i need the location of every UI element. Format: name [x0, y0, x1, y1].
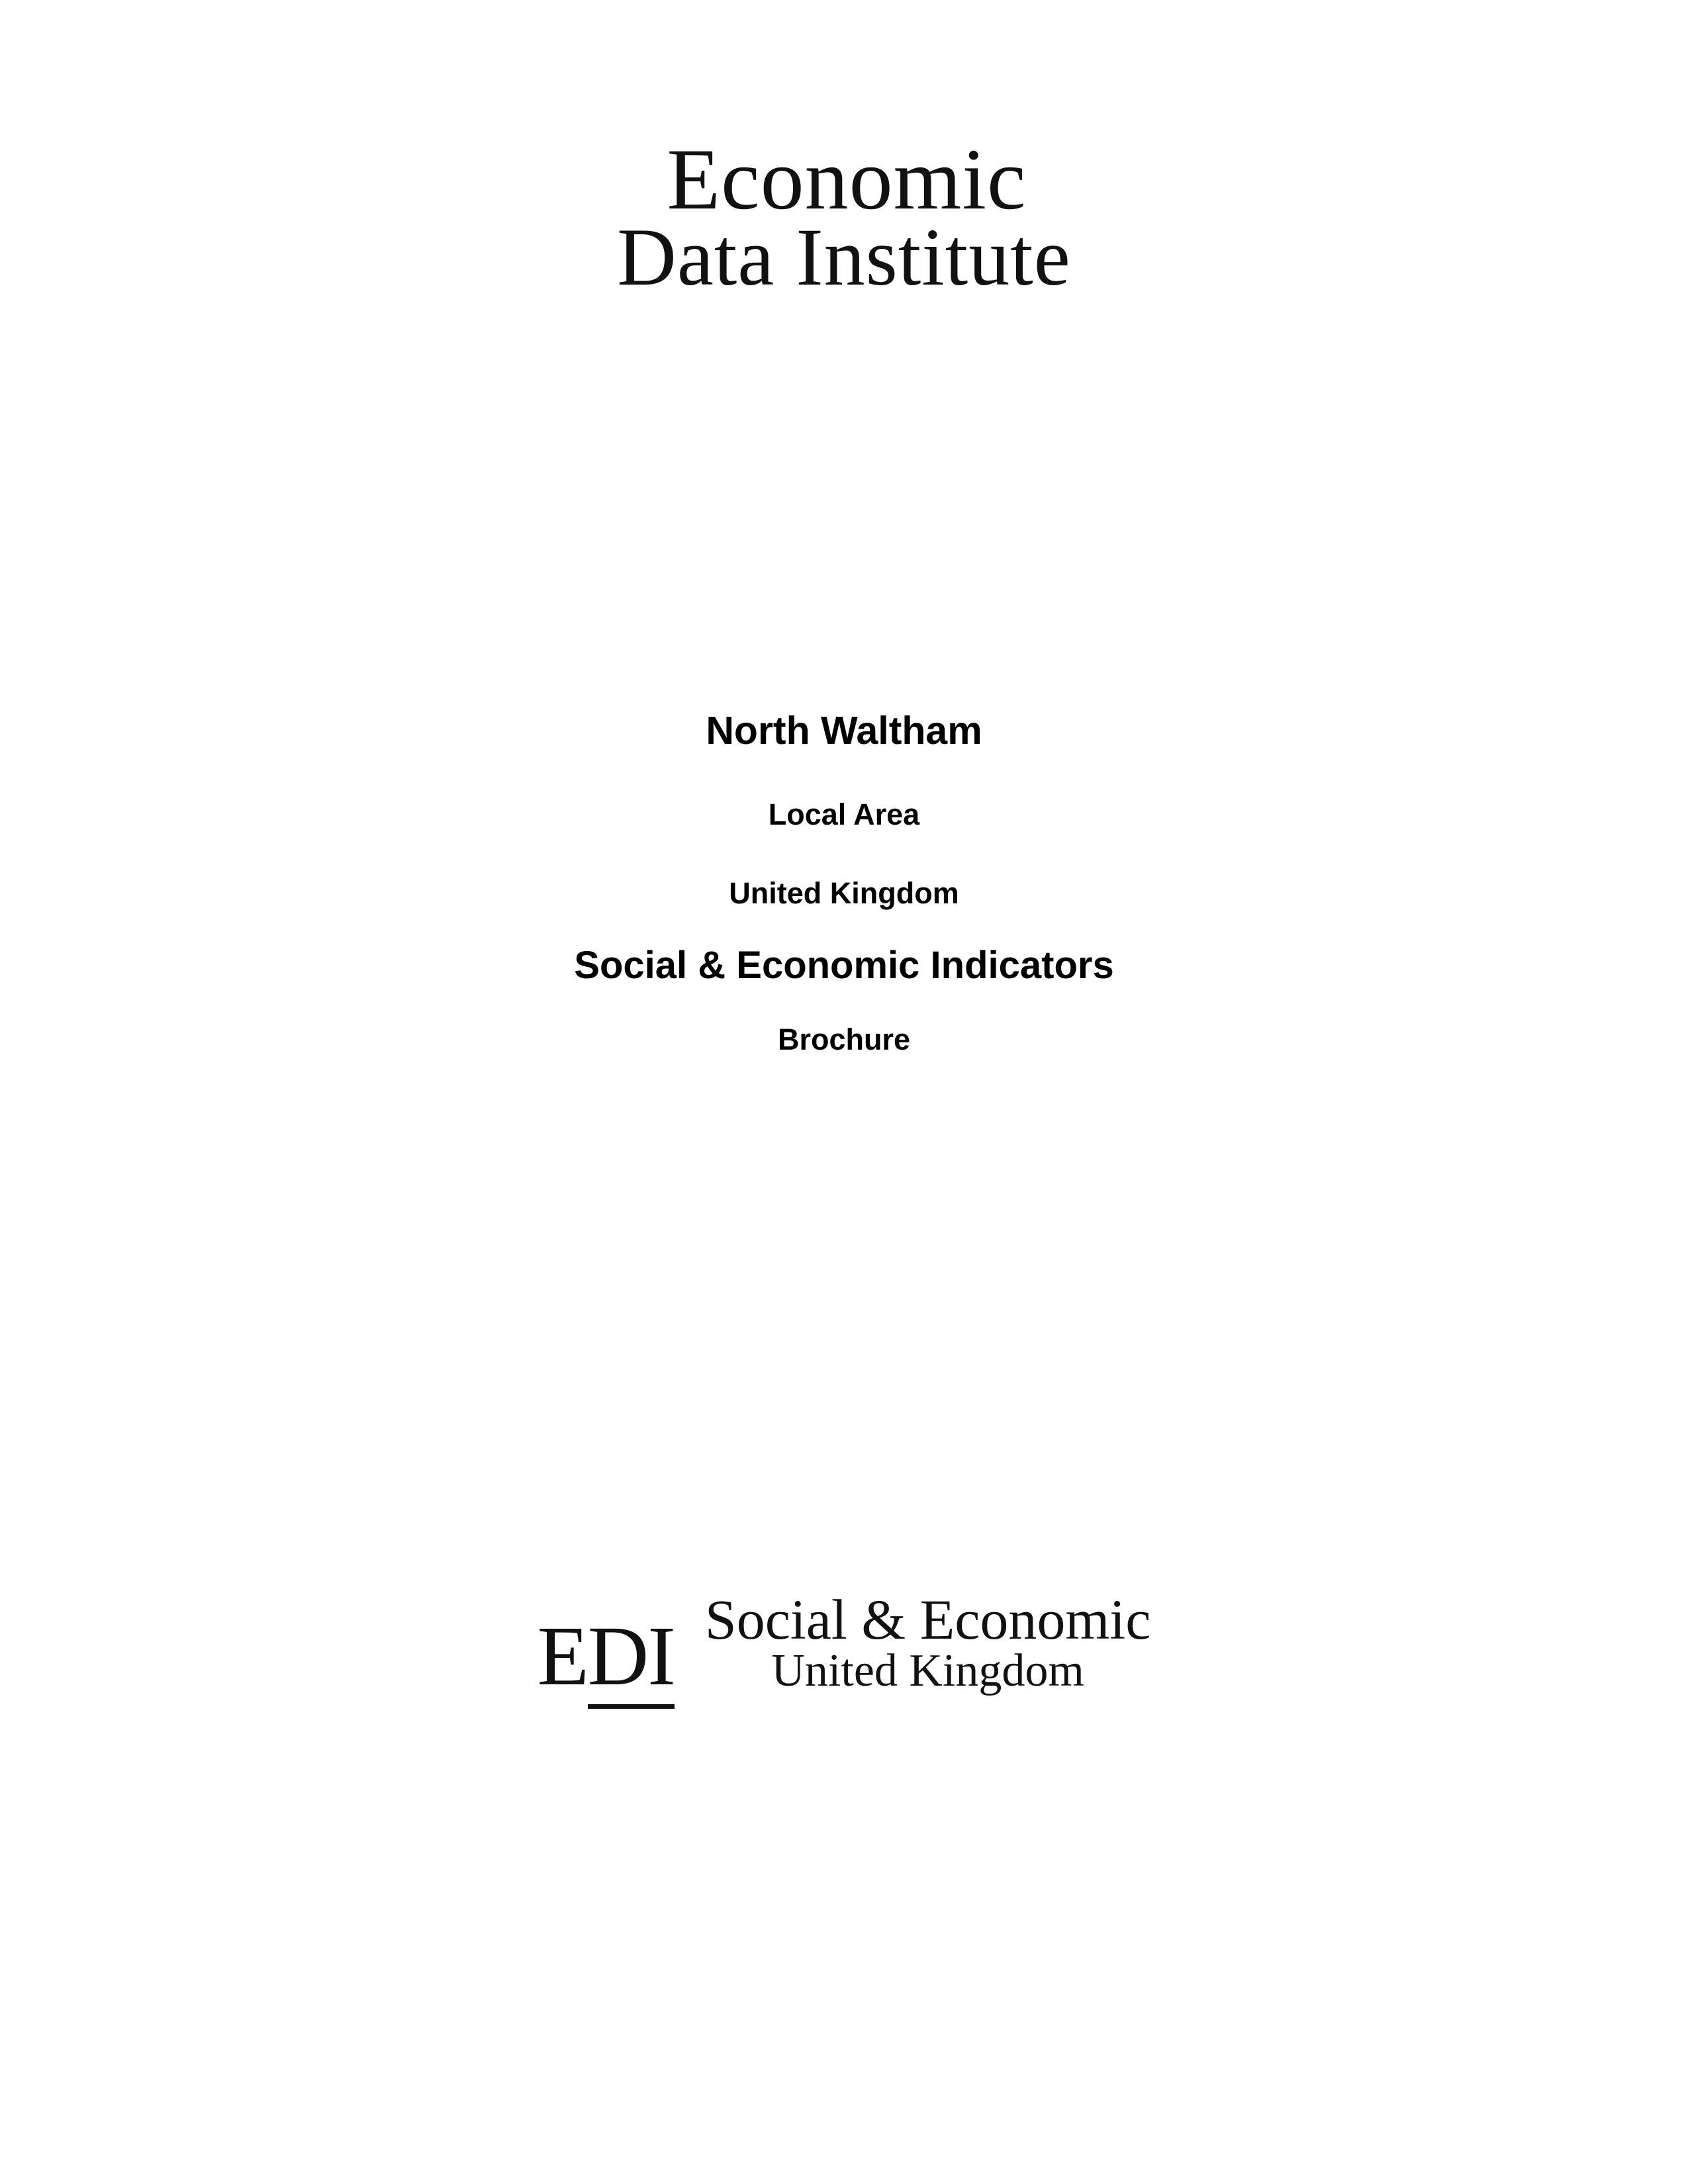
footer-logo-wordmark	[704, 1588, 1151, 1701]
area-type-label: Local Area	[768, 797, 920, 831]
footer-logo	[0, 1588, 1688, 1704]
footer-wordmark-line1: Social & Economic	[704, 1588, 1151, 1651]
footer-wordmark-line2: United Kingdom	[771, 1645, 1084, 1697]
country-label: United Kingdom	[729, 876, 959, 910]
edi-logo-letter-e: E	[537, 1609, 588, 1704]
report-title: Social & Economic Indicators	[574, 944, 1114, 987]
edi-logo-letters-di: DI	[588, 1609, 675, 1709]
masthead-logo	[0, 130, 1688, 302]
masthead-line-economic: Economic	[667, 130, 1027, 228]
cover-title-block	[0, 711, 1688, 1054]
edi-logo-mark	[537, 1609, 675, 1704]
document-type-label: Brochure	[777, 1023, 911, 1056]
masthead-line-data-institute: Data Institute	[617, 212, 1071, 302]
page-title: North Waltham	[706, 709, 982, 752]
